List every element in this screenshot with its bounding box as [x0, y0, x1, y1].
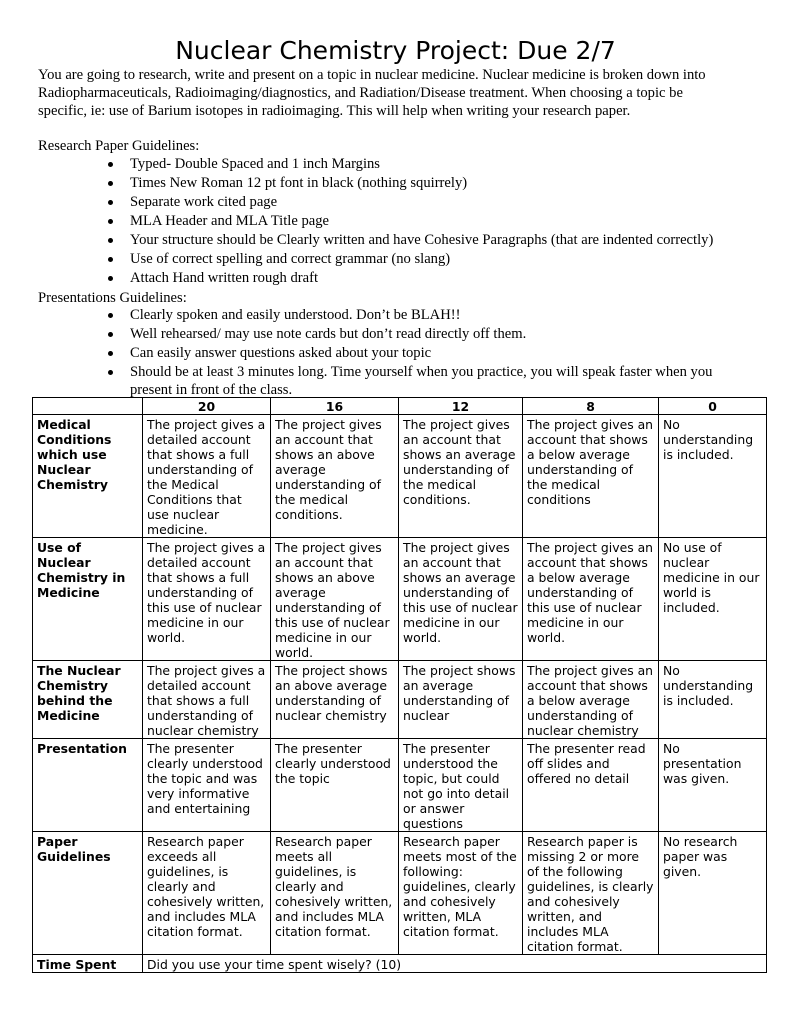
table-cell: The project gives an account that shows an above average understanding of the medical conditions.: [271, 415, 399, 538]
table-cell: No understanding is included.: [659, 661, 767, 739]
list-item: Your structure should be Clearly written and have Cohesive Paragraphs (that are indented correctly): [106, 231, 713, 250]
table-cell: No presentation was given.: [659, 739, 767, 832]
table-cell: Research paper exceeds all guidelines, is clearly and cohesively written, and includes MLA citation format.: [143, 832, 271, 955]
table-cell: The project gives a detailed account that shows a full understanding of nuclear chemistry: [143, 661, 271, 739]
table-cell: The project gives an account that shows an average understanding of this use of nuclear medicine in our world.: [399, 538, 523, 661]
table-cell: No research paper was given.: [659, 832, 767, 955]
list-item: Typed- Double Spaced and 1 inch Margins: [106, 155, 713, 174]
row-label: Presentation: [33, 739, 143, 832]
list-item: Times New Roman 12 pt font in black (nothing squirrely): [106, 174, 713, 193]
table-cell: The project gives an account that shows an above average understanding of this use of nuclear medicine in our world.: [271, 538, 399, 661]
table-cell: The project gives a detailed account that shows a full understanding of the Medical Conditions that use nuclear medicine.: [143, 415, 271, 538]
table-cell: Research paper is missing 2 or more of the following guidelines, is clearly and cohesively written, and includes MLA citation format.: [523, 832, 659, 955]
table-row: [33, 538, 767, 661]
intro-paragraph: [38, 66, 758, 121]
grading-rubric-table: [32, 397, 767, 973]
intro-line: You are going to research, write and present on a topic in nuclear medicine. Nuclear medicine is broken down into: [38, 67, 706, 83]
table-cell: Research paper meets most of the following: guidelines, clearly and cohesively written, MLA citation format.: [399, 832, 523, 955]
list-item: Well rehearsed/ may use note cards but don’t read directly off them.: [106, 325, 758, 344]
header-cell: 16: [271, 398, 399, 415]
header-cell: 0: [659, 398, 767, 415]
list-item: Should be at least 3 minutes long. Time yourself when you practice, you will speak faster when you present in front of the class.: [106, 363, 758, 399]
table-cell: No use of nuclear medicine in our world is included.: [659, 538, 767, 661]
rubric-header-row: [33, 398, 767, 415]
table-cell: The project gives an account that shows a below average understanding of this use of nuclear medicine in our world.: [523, 538, 659, 661]
research-guidelines-heading: Research Paper Guidelines:: [38, 138, 200, 154]
table-row: [33, 832, 767, 955]
list-item: Attach Hand written rough draft: [106, 269, 713, 288]
table-cell: The project shows an above average understanding of nuclear chemistry: [271, 661, 399, 739]
header-cell: 12: [399, 398, 523, 415]
research-guidelines-list: [106, 155, 713, 288]
presentation-guidelines-heading: Presentations Guidelines:: [38, 290, 187, 306]
page-title: Nuclear Chemistry Project: Due 2/7: [175, 36, 616, 65]
table-cell: The project gives a detailed account that shows a full understanding of this use of nuclear medicine in our world.: [143, 538, 271, 661]
row-label: Paper Guidelines: [33, 832, 143, 955]
table-row: [33, 415, 767, 538]
table-cell: The project gives an account that shows an average understanding of the medical conditions.: [399, 415, 523, 538]
header-cell: 20: [143, 398, 271, 415]
table-cell: The presenter clearly understood the topic: [271, 739, 399, 832]
table-cell: The project gives an account that shows a below average understanding of the medical conditions: [523, 415, 659, 538]
table-cell: The project shows an average understanding of nuclear: [399, 661, 523, 739]
table-row: [33, 955, 767, 973]
table-cell: The presenter clearly understood the topic and was very informative and entertaining: [143, 739, 271, 832]
header-cell: [33, 398, 143, 415]
list-item: Use of correct spelling and correct grammar (no slang): [106, 250, 713, 269]
table-cell: The project gives an account that shows a below average understanding of nuclear chemistry: [523, 661, 659, 739]
table-cell: No understanding is included.: [659, 415, 767, 538]
intro-line: specific, ie: use of Barium isotopes in radioimaging. This will help when writing your research paper.: [38, 103, 631, 120]
intro-line: Radiopharmaceuticals, Radioimaging/diagnostics, and Radiation/Disease treatment. When choosing a topic be: [38, 85, 683, 102]
table-cell: The presenter understood the topic, but could not go into detail or answer questions: [399, 739, 523, 832]
table-row: [33, 661, 767, 739]
table-cell: Research paper meets all guidelines, is clearly and cohesively written, and includes MLA citation format.: [271, 832, 399, 955]
row-label: Time Spent: [33, 955, 143, 973]
list-item: MLA Header and MLA Title page: [106, 212, 713, 231]
list-item: Clearly spoken and easily understood. Don’t be BLAH!!: [106, 306, 758, 325]
presentation-guidelines-list: [106, 306, 758, 399]
header-cell: 8: [523, 398, 659, 415]
row-label: Use of Nuclear Chemistry in Medicine: [33, 538, 143, 661]
row-label: Medical Conditions which use Nuclear Chemistry: [33, 415, 143, 538]
table-cell: The presenter read off slides and offered no detail: [523, 739, 659, 832]
row-label: The Nuclear Chemistry behind the Medicine: [33, 661, 143, 739]
list-item: Can easily answer questions asked about your topic: [106, 344, 758, 363]
table-cell: Did you use your time spent wisely? (10): [143, 955, 767, 973]
table-row: [33, 739, 767, 832]
list-item: Separate work cited page: [106, 193, 713, 212]
